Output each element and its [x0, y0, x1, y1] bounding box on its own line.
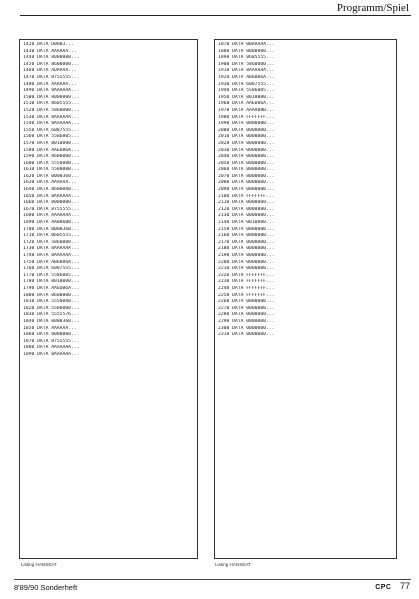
listing-line: 2210 DATA 0000000... [218, 266, 275, 272]
listing-line: 1460 DATA ADAAAA... [23, 68, 77, 74]
listing-line: 2150 DATA 0000000... [218, 226, 275, 232]
listing-line: 1490 DATA 8AAAAAA... [23, 88, 80, 94]
listing-line: 2300 DATA 0000000... [218, 325, 275, 331]
listing-line: 2000 DATA 0000000... [218, 127, 275, 133]
footer-rule [14, 579, 411, 580]
listing-line: 1700 DATA 0000360... [23, 226, 80, 232]
listing-line: 2260 DATA 0000000... [218, 299, 275, 305]
listing-line: 2080 DATA 0000000... [218, 180, 275, 186]
listing-line: 2110 DATA 0000000... [218, 200, 275, 206]
listing-line: 1520 DATA 5860000... [23, 107, 80, 113]
listing-left [23, 42, 194, 359]
listing-line: 1950 DATA 0010000... [218, 94, 275, 100]
listing-line: 2090 DATA 0000000... [218, 187, 275, 193]
listing-line: 2280 DATA 0000000... [218, 312, 275, 318]
listing-line: 2240 DATA FFFFFFF... [218, 285, 275, 291]
listing-line: 1870 DATA 0BAAAAA... [218, 42, 275, 47]
listing-line: 1580 DATA AAEDB6A... [23, 147, 80, 153]
listing-panel-right [214, 39, 397, 559]
listing-line: 1960 DATA AAEDB6A... [218, 101, 275, 107]
listing-line: 2250 DATA FFFFFFF... [218, 292, 275, 298]
listing-line: 2100 DATA FFFFFFF... [218, 193, 275, 199]
listing-line: 1910 DATA 8AAAAAA... [218, 68, 275, 74]
listing-line: 1560 DATA 5586005... [23, 134, 80, 140]
listing-line: 1880 DATA 8000000... [218, 48, 275, 54]
listing-line: 1610 DATA 5580000... [23, 167, 80, 173]
listing-line: 2270 DATA 0000000... [218, 305, 275, 311]
listing-line: 1510 DATA 8605555... [23, 101, 80, 107]
listing-line: 1840 DATA 0000360... [23, 318, 80, 324]
page-number: 77 [399, 581, 410, 591]
listing-line: 2220 DATA FFFFFFF... [218, 272, 275, 278]
listing-line: 2190 DATA 0000000... [218, 253, 275, 258]
listing-line: 1900 DATA 5860000... [218, 61, 275, 67]
listing-line: 2180 DATA 0000000... [218, 246, 275, 252]
listing-line: 1570 DATA 0010000... [23, 140, 80, 146]
listing-line: 2230 DATA FFFFFFF... [218, 279, 275, 285]
listing-line: 2010 DATA 0000000... [218, 134, 275, 140]
listing-line: 1760 DATA 6087555... [23, 266, 80, 272]
listing-line: 1550 DATA 6087555... [23, 127, 80, 133]
listing-line: 2120 DATA 0000000... [218, 206, 275, 212]
listing-line: 1600 DATA 5550000... [23, 160, 80, 166]
listing-line: 2130 DATA 0000000... [218, 213, 275, 219]
listing-panel-left [19, 39, 198, 559]
listing-line: 1710 DATA 0605555... [23, 233, 80, 239]
listing-line: 1740 DATA 8AAAAAA... [23, 253, 80, 258]
listing-line: 1420 DATA D0003... [23, 42, 74, 47]
issue-label: 8'89/90 Sonderheft [14, 583, 78, 592]
listing-line: 1980 DATA FFFFFFF... [218, 114, 275, 120]
listing-line: 2040 DATA 0000000... [218, 154, 275, 160]
listing-line: 1470 DATA 8755555... [23, 74, 80, 80]
listing-line: 1430 DATA AAAAAA... [23, 48, 77, 54]
listing-line: 1970 DATA AAAAB8B... [218, 107, 275, 113]
listing-line: 1440 DATA 8000000... [23, 55, 80, 61]
listing-line: 1530 DATA 8AAAAAA... [23, 114, 80, 120]
listing-line: 2160 DATA 0000000... [218, 233, 275, 239]
header-rule [20, 15, 411, 16]
listing-line: 1720 DATA 5860000... [23, 239, 80, 245]
listing-line: 1480 DATA AAAAAA... [23, 81, 77, 87]
listing-line: 1750 DATA AB6086A... [23, 259, 80, 265]
listing-line: 1890 DATA 0605555... [218, 55, 275, 61]
listing-line: 1670 DATA 8755555... [23, 206, 80, 212]
listing-line: 2310 DATA 0000000... [218, 332, 275, 338]
listing-line: 1540 DATA 8AAAAAA... [23, 121, 80, 127]
listing-right [218, 42, 393, 339]
listing-line: 2050 DATA 0000000... [218, 160, 275, 166]
listing-line: 1500 DATA 8000000... [23, 94, 80, 100]
listing-line: 1800 DATA 8600000... [23, 292, 80, 298]
listing-line: 1990 DATA 0000000... [218, 121, 275, 127]
listing-line: 2060 DATA 0000000... [218, 167, 275, 173]
listing-line: 1590 DATA 8600000... [23, 154, 80, 160]
listing-line: 1450 DATA 8600000... [23, 61, 80, 67]
listing-line: 1780 DATA 0010000... [23, 279, 80, 285]
page-footer [375, 581, 410, 591]
listing-line: 2170 DATA 0000000... [218, 239, 275, 245]
listing-line: 1690 DATA AA88600... [23, 220, 80, 226]
magazine-brand: CPC [375, 584, 392, 591]
listing-line: 2070 DATA 8000000... [218, 173, 275, 179]
listing-line: 1630 DATA AAAAAA... [23, 180, 77, 186]
listing-line: 1940 DATA 5586005... [218, 88, 275, 94]
listing-line: 2200 DATA 0000000... [218, 259, 275, 265]
listing-line: 1850 DATA AAAAAA... [23, 325, 77, 331]
listing-line: 1790 DATA AAEDB6A... [23, 285, 80, 291]
listing-line: 2140 DATA 0010800... [218, 220, 275, 226]
listing-line: 1660 DATA 8000000... [23, 200, 80, 206]
listing-line: 1870 DATA 8755555... [23, 338, 80, 344]
listing-line: 2030 DATA 0000000... [218, 147, 275, 153]
listing-line: 1930 DATA 6087555... [218, 81, 275, 87]
listing-line: 1890 DATA 8AAAAAA... [23, 351, 80, 357]
listing-line: 1860 DATA 8000000... [23, 332, 80, 338]
listing-line: 1640 DATA 8600000... [23, 187, 80, 193]
listing-credit-right: Listing HANSEAT [215, 562, 251, 567]
section-title: Programm/Spiel [336, 2, 409, 14]
listing-line: 2020 DATA 0000000... [218, 140, 275, 146]
listing-line: 1650 DATA 8AAAAAA... [23, 193, 80, 199]
listing-line: 1810 DATA 5550000... [23, 299, 80, 305]
listing-credit-left: Listing HANSEAT [21, 562, 57, 567]
listing-line: 1880 DATA AAAAAAA... [23, 345, 80, 351]
listing-line: 1830 DATA 5555576... [23, 312, 80, 318]
listing-line: 1730 DATA 8AAAAAA... [23, 246, 80, 252]
listing-line: 2290 DATA 0000000... [218, 318, 275, 324]
listing-line: 1770 DATA 5586005... [23, 272, 80, 278]
listing-line: 1680 DATA AAAAAAA... [23, 213, 80, 219]
listing-line: 1620 DATA 0000360... [23, 173, 80, 179]
listing-line: 1920 DATA AB6086A... [218, 74, 275, 80]
listing-line: 1820 DATA 5580000... [23, 305, 80, 311]
